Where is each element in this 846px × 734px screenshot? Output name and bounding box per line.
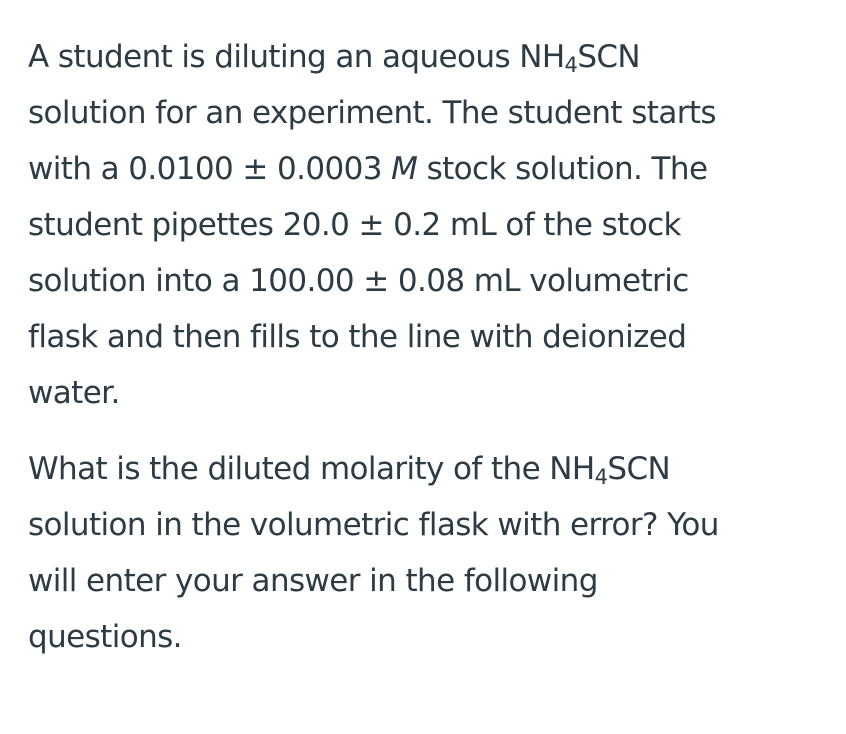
text-segment: stock solution. The — [417, 151, 708, 187]
text-line: water. — [28, 375, 120, 411]
text-segment: SCN — [577, 39, 641, 75]
text-line: solution in the volumetric flask with error? You — [28, 507, 719, 543]
text-line: solution for an experiment. The student starts — [28, 95, 716, 131]
question-paragraph-setup — [28, 29, 828, 421]
text-line: questions. — [28, 619, 182, 655]
text-line — [28, 141, 828, 197]
text-line — [28, 29, 828, 85]
text-line: will enter your answer in the following — [28, 563, 598, 599]
text-segment: with a 0.0100 ± 0.0003 — [28, 151, 392, 187]
text-segment: A student is diluting an aqueous NH — [28, 39, 565, 75]
molarity-unit: M — [391, 151, 418, 187]
subscript: 4 — [594, 465, 608, 489]
text-line — [28, 441, 828, 497]
subscript: 4 — [564, 53, 578, 77]
question-content — [28, 29, 828, 665]
text-line: student pipettes 20.0 ± 0.2 mL of the stock — [28, 207, 681, 243]
text-line: solution into a 100.00 ± 0.08 mL volumetric — [28, 263, 689, 299]
text-segment: What is the diluted molarity of the NH — [28, 451, 595, 487]
text-line: flask and then fills to the line with deionized — [28, 319, 687, 355]
text-segment: SCN — [607, 451, 671, 487]
question-paragraph-prompt — [28, 441, 828, 665]
